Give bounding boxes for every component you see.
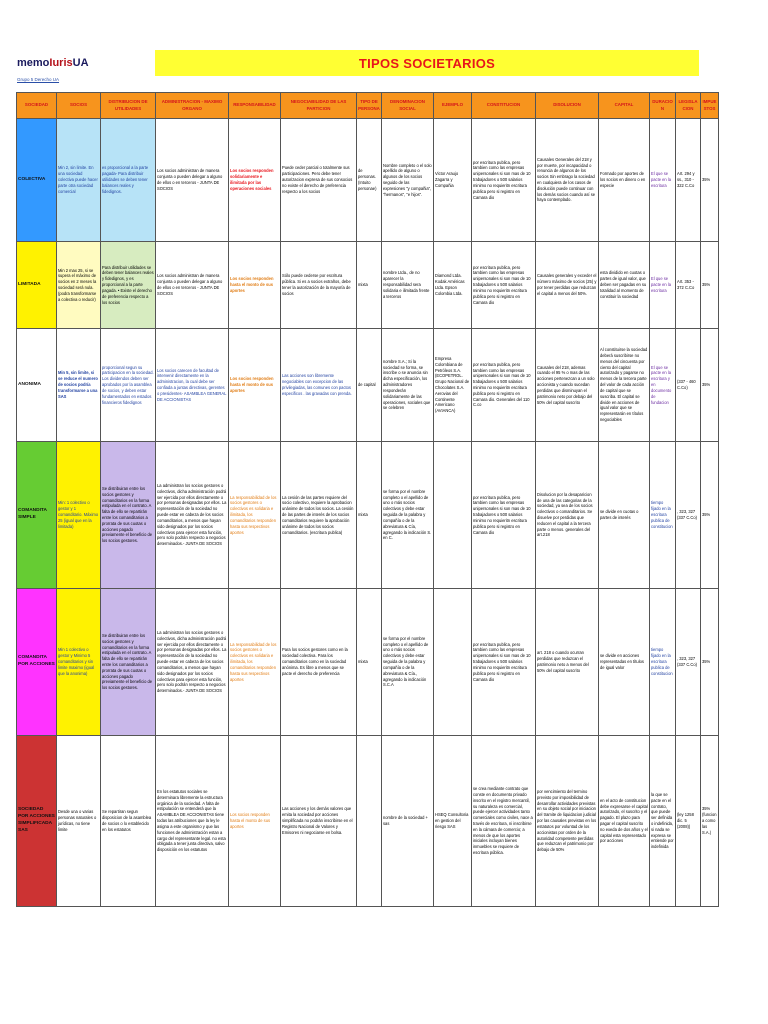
constitution-cell: se crea mediante contrato que conste en documento privado inscrito en el registro mercantil, su naturaleza es comercial, puede ejercer actividades tanto comerciales como civiles, nace a través de escritura, ni inscribirse en la cámara de comercio; a menos de que los aportes iniciales incluyan bienes inmuebles se requiere de escritura pública. [472, 736, 536, 907]
societies-table [16, 92, 719, 907]
col-header: DENOMINACION SOCIAL [382, 93, 434, 119]
distribution-cell: Se repartiran segun disposicion de la asamblea de socios o lo establecido en los estatutos [101, 736, 156, 907]
society-name: COMANDITA POR ACCIONES [17, 589, 57, 736]
tax-cell: 35% [701, 329, 719, 442]
denomination-cell: nombre de la sociedad + sas [382, 736, 434, 907]
duration-cell: El que se pacte en la escritura [650, 242, 676, 329]
person-type-cell: mixta [357, 242, 382, 329]
dissolution-cell: Disolucion por la desaparicion de una de las categorias de la sociedad, ya sea de los socios colectivos o comanditarios. Se disuelve por perdidas que reducen el capital a la tercera parte o menos. generales del art.218 [536, 442, 599, 589]
example-cell: HSEQ Consultoria en gestion del riesgo SAS [434, 736, 472, 907]
dissolution-cell: art. 218 o cuando ocurran perdidas que reduzcan el patrimonio neto a menos del 50% del capital suscrito [536, 589, 599, 736]
example-cell [434, 442, 472, 589]
example-cell: Victor Araujo Zagarra y Compañia [434, 119, 472, 242]
table-row [17, 242, 719, 329]
capital-cell: esta dividido en cuotas o partes de igual valor, que deben ser pagadas en su totalidad al momento de constituir la sociedad [599, 242, 650, 329]
constitution-cell: por escritura publica, pero tambien como las empresas unipersonales si son mas de 10 trabajadores o 500 salarios minimo no requieritn escritura publica pero si registro en Camara dio [472, 442, 536, 589]
responsibility-cell: La responsabilidad de los socios gestores o colectivos es solidaria e ilimitada, los comanditarios responden hasta sus respectivos aportes [229, 589, 281, 736]
tax-cell: 35% (funcion a como las S.A.) [701, 736, 719, 907]
col-header: EJEMPLO [434, 93, 472, 119]
administration-cell: Los socios carecen de facultad de intervenir directamente en la administracion, la cual debe ser confiada a juntas directivas, gerentes o presidentes- ASAMBLEA GENERAL DE ACCIONISTAS [156, 329, 229, 442]
example-cell: Diamond Ltda. Kodak Américas Ltda. Epson Colombia Ltda. [434, 242, 472, 329]
administration-cell: La administran los socios gestores o colectivos, dicha administración podrá ser ejercida por ellos directamente o por personas designadas por ellos. La representación de la sociedad no puede estar en cabeza de los socios comanditarios, a menos que hayan sido designados por los socios colectivos para ejercer esta función, pero solo podrán respecto a negocios determinados.- JUNTA DE SOCIOS [156, 589, 229, 736]
memoiuris-logo[interactable]: memoIurisUA [17, 57, 89, 69]
col-header: CAPITAL [599, 93, 650, 119]
responsibility-cell: Los socios responden hasta el monto de sus aportes [229, 736, 281, 907]
capital-cell: en el acto de constitucion debe expresarse el capital autorizado, el suscrito y el pagado. El plazo para pagar el capital suscrito no exeda de dos años y el capital esta representado por acciones [599, 736, 650, 907]
denomination-cell: se forma por el nombre completo o el apellido de uno o más socios colectivos y debe estar seguida de la palabra y compañía o de la abreviatura & Cía., agregando la indicación S.C.A [382, 589, 434, 736]
denomination-cell: nombre S.A.; Si la sociedad se forma, se inscribe o se anuncia sin dicha especificación, los administradores responderán solidariamente de las operaciones, sociales que se celebren [382, 329, 434, 442]
person-type-cell: de personas. (Intuito personae) [357, 119, 382, 242]
tax-cell: 35% [701, 589, 719, 736]
society-name: ANONIMA [17, 329, 57, 442]
example-cell: Empresa Colombiana de Petróleos S.A.(ECOPETROL. Grupo Nacional de Chocolates S.A. Aerovias del Continente Americano (AVIANCA) [434, 329, 472, 442]
distribution-cell: es proporcional a la parte pagada- Para distribuir utilidades se deben tener balances reales y fidedignos. [101, 119, 156, 242]
capital-cell: Formado por aportes de los socios en dinero o en especie [599, 119, 650, 242]
administration-cell: En los estatutos sociales se determinara libremente la estructura orgánica de la sociedad. A falta de estipulación se entenderá que la ASAMBLEA DE ACCIONISTAS tiene todas las atribuciones que la ley le asigna a este organismo y que las funciones de administración estan a cargo del representante legal. no esta obligada a tener junta directiva, salvo disposición en los estatutos [156, 736, 229, 907]
denomination-cell: se forma por el nombre completo o el apellido de uno o más socios colectivos y debe estar seguida de la palabra y compañía o de la abreviatura & Cía, agregando la indicación S. en C. [382, 442, 434, 589]
capital-cell: Al constituirse la sociedad deberá suscribirse no menos del cincuenta por ciento del capital autorizado y pagarse no menos de la tercera parte del valor de cada acción de capital que se suscriba. El capital se divide en acciones de igual valor que se representarán en títulos negociables [599, 329, 650, 442]
legislation-cell: (337 - 460 C.Co) [676, 329, 701, 442]
denomination-cell: Nombre completo o el solo apellido de alguno o algunos de los socios seguido de las expresiones "y compañia", "hermanos", "e hijos". [382, 119, 434, 242]
table-row [17, 119, 719, 242]
administration-cell: Los socios administran de manera conjunta o pueden delegar a alguno de ellos o en terceros - JUNTA DE SOCIOS [156, 119, 229, 242]
example-cell [434, 589, 472, 736]
negotiability-cell: Para los socios gestores como en la sociedad colectiva. Para los comanditarios como en la sociedad anónima. Es libre a menos que se pacte el derecho de preferencia [281, 589, 357, 736]
negotiability-cell: Las acciones son libremente negociables con excepcion de las privilegiadas, las comunes con pactos especificos . las gravadas con prenda. [281, 329, 357, 442]
negotiability-cell: Sólo puede cederse por escritura pública. Si es a socios extraños, debe tener la autorización de la mayoría de socios [281, 242, 357, 329]
col-header: LEGISLACION [676, 93, 701, 119]
col-header: ADMINISTRACION - MAXIMO ORGANO [156, 93, 229, 119]
col-header: CONSTITUCION [472, 93, 536, 119]
col-header: SOCIOS [57, 93, 101, 119]
duration-cell: El que se pacte en la escritura [650, 119, 676, 242]
col-header: TIPO DE PERSONA [357, 93, 382, 119]
dissolution-cell: Causales Generales del 218 y por muerte, por incapacidad o renuncia de algunos de los socios Sin embrago la sociedad en cualquiera de los casos de disolución puede continuar con los demás socios cuando así se haya contemplado. [536, 119, 599, 242]
duration-cell: El que se pacte en la escritura y en documento de fundacion [650, 329, 676, 442]
socios-cell: Min 2 max 25, si se supera el máximo de socios en 2 meses la sociedad será nula. (podra transformarse a colectiva o reducir) [57, 242, 101, 329]
socios-cell: Desde una o varias personas naturales o jurídicas, no tiene limite [57, 736, 101, 907]
socios-cell: Min 1 colectivo o gestor y Minimo 5 comanditarios y sin limite maximo (igual que la anonima) [57, 589, 101, 736]
page-title: TIPOS SOCIETARIOS [358, 55, 496, 71]
capital-cell: se divide en cuotas o partes de interés [599, 442, 650, 589]
dissolution-cell: Causales del 218, ademas cuando el 95 % o mas de las acciones pertenezcan a un solo accionista y cuando sucedan perdidas que disminuyan el patrimonio neto por debajo del 50% del capital suscrito [536, 329, 599, 442]
administration-cell: Los socios administran de manera conjunta o pueden delegar a alguno de ellos o en terceros - JUNTA DE SOCIOS [156, 242, 229, 329]
header-row [17, 93, 719, 119]
legislation-cell: (ley 1258 dic. 5 (2008)) [676, 736, 701, 907]
society-name: COLECTIVA [17, 119, 57, 242]
person-type-cell: de capital [357, 329, 382, 442]
socios-cell: Min: 1 colectivo o gestor y 1 comanditario. Máximo 25 (igual que en la limitada) [57, 442, 101, 589]
col-header: DISOLUCION [536, 93, 599, 119]
negotiability-cell: La cesión de las partes requiere del socio colectivo, requiere la aprobacion unánime de todos los socios. La cesión de las partes de interés de los socios comanditarios requiere la aprobación unánime de todos los socios comanditarios. (escritura publica) [281, 442, 357, 589]
duration-cell: tiempo fijado en la escritura publica de constitucion [650, 442, 676, 589]
tax-cell: 35% [701, 119, 719, 242]
duration-cell: la que se pacte en el contrato, que puede ser definida o indefinida, si nada se expresa se entiende por indefinida [650, 736, 676, 907]
table-row [17, 589, 719, 736]
table-row [17, 442, 719, 589]
group-link[interactable]: Grupo 5 Derecho UA [17, 77, 60, 82]
dissolution-cell: Causales generales y exceder el número máximo de socios (25) y por tener perdidas que reduzcan el capital a menos del 50%. [536, 242, 599, 329]
duration-cell: tiempo fijado en la escritura publica de constitucion [650, 589, 676, 736]
table-row [17, 329, 719, 442]
legislation-cell: Art. 294 y ss., 310 - 322 C.Co [676, 119, 701, 242]
constitution-cell: por escritura publica, pero tambien como las empresas unipersonales si son mas de 10 trabajadores o 500 salarios minimo no requieritn escritura publica pero si registro en Camara dio [472, 242, 536, 329]
table-row [17, 736, 719, 907]
person-type-cell: mixta [357, 589, 382, 736]
tax-cell: 35% [701, 442, 719, 589]
responsibility-cell: Los socios responden solidariamente e ilimitada por las operaciones sociales [229, 119, 281, 242]
col-header: NEGOCIABILIDAD DE LAS PARTICION [281, 93, 357, 119]
socios-cell: Min 2, sin limite. En una sociedad colectiva puede hacer parte otra sociedad comercial [57, 119, 101, 242]
constitution-cell: por escritura publica, pero tambien como las empresas unipersonales si son mas de 10 trabajadores o 500 salarios minimo no requieritn escritura publica pero si registro en Camara dio. Generales del 110 C.co [472, 329, 536, 442]
denomination-cell: nombre Ltda., de no aparecer la responsabilidad sera solidaria e ilimitada frente a terceros [382, 242, 434, 329]
responsibility-cell: Los socios responden hasta el monto de sus aportes [229, 242, 281, 329]
legislation-cell: , 323, 327 (337 C.Co) [676, 442, 701, 589]
legislation-cell: Art. 353 - 372 C.Co [676, 242, 701, 329]
constitution-cell: por escritura publica, pero tambien como las empresas unipersonales si son mas de 10 trabajadores o 500 salarios minimo no requieritn escritura publica pero si registro en Camara dio [472, 589, 536, 736]
society-name: LIMITADA [17, 242, 57, 329]
col-header: DURACION [650, 93, 676, 119]
administration-cell: La administran los socios gestores o colectivos, dicha administración podrá ser ejercida por ellos directamente o por personas designadas por ellos. La representación de la sociedad no puede estar en cabeza de los socios comanditarios, a menos que hayan sido designados por los socios colectivos para ejercer esta función, pero solo podrán respecto a negocios determinados.- JUNTA DE SOCIOS [156, 442, 229, 589]
dissolution-cell: por vencimiento del termino previsto por imposibilidad de desarrollar actividades previstas en su objeto social por iniciacion del tramite de liquidacion judicial por las causales previstas en los estatutos por voluntad de los accionistas por orden de la autoridad competente perdidas que reduzcan el patrimonio por debajo de 50% [536, 736, 599, 907]
negotiability-cell: Las acciones y los demás valores que emita la sociedad por acciones simplificada no podrán inscribirse en el Registro Nacional de Valores y Emisores ni negociarse en bolsa. [281, 736, 357, 907]
distribution-cell: proporcional segun su participacion en la sociedad. Los dividendos deben ser aprobados por la asamblea de socios, y deben estar fundamentados en estados financieros fidedignos [101, 329, 156, 442]
tax-cell: 35% [701, 242, 719, 329]
distribution-cell: Se distribuiran entre los socios gestores y comanditarios en la forma estipulada en el contrato. A falta de ello se repartirán entre los comanditarios a prorrata de sus cuotas o acciones pagado previamente el beneficio de los socios gestores. [101, 589, 156, 736]
col-header: RESPONSABILIDAD [229, 93, 281, 119]
col-header: DISTRIBUCION DE UTILIDADES [101, 93, 156, 119]
distribution-cell: Se distribuiran entre los socios gestores y comanditarios en la forma estipulada en el contrato. A falta de ello se repartirán entre los comanditarios a prorrata de sus cuotas o acciones pagado previamente el beneficio de los socios gestores. [101, 442, 156, 589]
socios-cell: Min 5, sin limite, si se reduce el numero de socios podría transformarse a una SAS [57, 329, 101, 442]
col-header: SOCIEDAD [17, 93, 57, 119]
col-header: IMPUESTOS [701, 93, 719, 119]
person-type-cell: mixta [357, 442, 382, 589]
capital-cell: se divide en acciones representadas en títulos de igual valor [599, 589, 650, 736]
responsibility-cell: La responsabilidad de los socios gestores o colectivos es solidaria e ilimitada, los comanditarios responden hasta sus respectivos aportes [229, 442, 281, 589]
legislation-cell: , 323, 327 (337 C.Co) [676, 589, 701, 736]
constitution-cell: por escritura publica, pero tambien como las empresas unipersonales si son mas de 10 trabajadores o 500 salarios minimo no requieritn escritura publica pero si registro en Camara dio [472, 119, 536, 242]
society-name: COMANDITA SIMPLE [17, 442, 57, 589]
distribution-cell: Para distribuir utilidades se deben tener balances reales y fidedignos, y es proporcional a la parte pagada. • Existe el derecho de preferencia respecto a los socios [101, 242, 156, 329]
negotiability-cell: Puede ceder parcial o totalmente sus participaciones. Pero debe tener autorizacion expresa de sus consocios no existe el derecho de preferencia respecto a los socios [281, 119, 357, 242]
title-banner [155, 50, 699, 76]
person-type-cell [357, 736, 382, 907]
responsibility-cell: Los socios responden hasta el monto de sus aportes [229, 329, 281, 442]
society-name: SOCIEDAD POR ACCIONES SIMPLIFICADA SAS [17, 736, 57, 907]
